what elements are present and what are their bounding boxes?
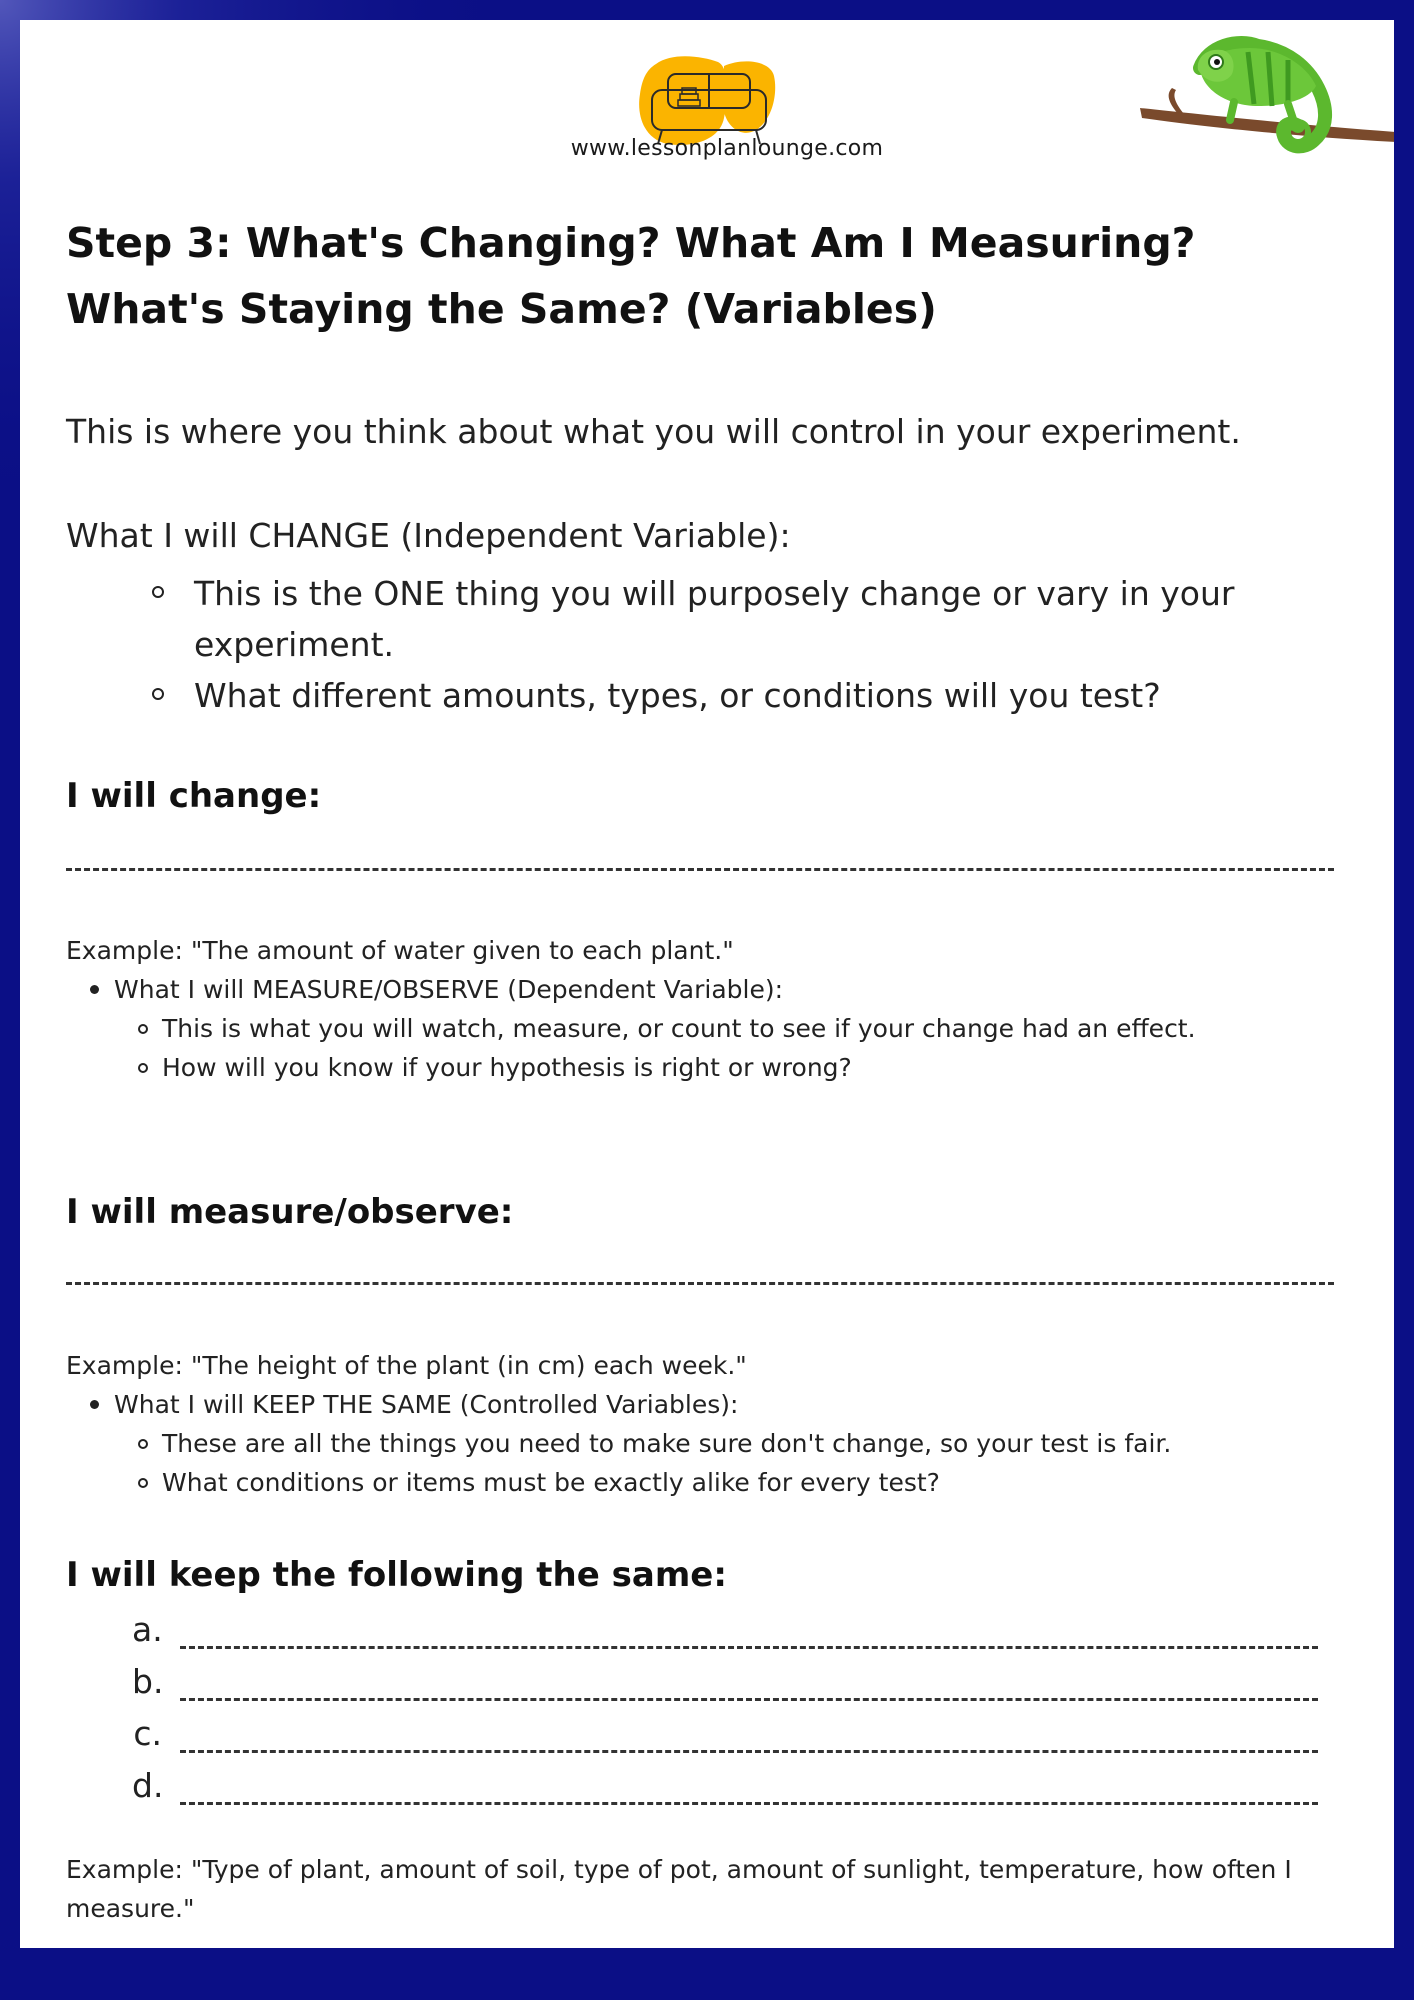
measure-example: Example: "The height of the plant (in cm) each week." — [66, 1351, 747, 1380]
dependent-variable-heading: What I will MEASURE/OBSERVE (Dependent Variable): — [86, 970, 1196, 1009]
keep-same-answer-lines — [132, 1610, 1322, 1818]
site-url: www.lessonplanlounge.com — [570, 136, 884, 161]
keep-same-answer-heading: I will keep the following the same: — [66, 1555, 727, 1595]
controlled-variable-heading: What I will KEEP THE SAME (Controlled Variables): — [86, 1385, 1171, 1424]
answer-line[interactable] — [180, 1646, 1318, 1649]
page-title: Step 3: What's Changing? What Am I Measuring? What's Staying the Same? (Variables) — [66, 219, 1196, 333]
answer-line[interactable] — [180, 1802, 1318, 1805]
independent-variable-bullets — [146, 568, 1326, 721]
chameleon-icon — [1138, 28, 1394, 178]
change-answer-line[interactable] — [66, 868, 1334, 871]
measure-answer-line[interactable] — [66, 1282, 1334, 1285]
list-item: This is the ONE thing you will purposely change or vary in your experiment. — [146, 568, 1326, 670]
independent-variable-heading: What I will CHANGE (Independent Variable): — [66, 516, 791, 555]
circle-bullet-icon — [138, 1063, 148, 1073]
circle-bullet-icon — [152, 586, 164, 598]
circle-bullet-icon — [138, 1439, 148, 1449]
circle-bullet-icon — [138, 1024, 148, 1034]
circle-bullet-icon — [138, 1478, 148, 1488]
list-item: What different amounts, types, or conditions will you test? — [146, 670, 1326, 721]
answer-row-a[interactable]: a. — [132, 1610, 1322, 1662]
list-item: These are all the things you need to make sure don't change, so your test is fair. — [86, 1424, 1171, 1463]
measure-answer-heading: I will measure/observe: — [66, 1192, 514, 1232]
change-answer-heading: I will change: — [66, 776, 322, 816]
bullet-dot-icon — [90, 985, 99, 994]
answer-row-d[interactable]: d. — [132, 1766, 1322, 1818]
controlled-variable-list — [86, 1385, 1171, 1502]
worksheet-page — [20, 20, 1394, 1948]
answer-row-c[interactable]: c. — [132, 1714, 1322, 1766]
keep-same-example: Example: "Type of plant, amount of soil, type of pot, amount of sunlight, temperature, how often I measure." — [66, 1855, 1292, 1923]
circle-bullet-icon — [152, 688, 164, 700]
answer-row-b[interactable]: b. — [132, 1662, 1322, 1714]
answer-line[interactable] — [180, 1750, 1318, 1753]
answer-line[interactable] — [180, 1698, 1318, 1701]
bullet-dot-icon — [90, 1400, 99, 1409]
list-item: What conditions or items must be exactly alike for every test? — [86, 1463, 1171, 1502]
list-item: How will you know if your hypothesis is right or wrong? — [86, 1048, 1196, 1087]
list-item: This is what you will watch, measure, or count to see if your change had an effect. — [86, 1009, 1196, 1048]
dependent-variable-list — [86, 970, 1196, 1087]
change-example: Example: "The amount of water given to each plant." — [66, 936, 734, 965]
intro-text: This is where you think about what you will control in your experiment. — [66, 412, 1241, 451]
